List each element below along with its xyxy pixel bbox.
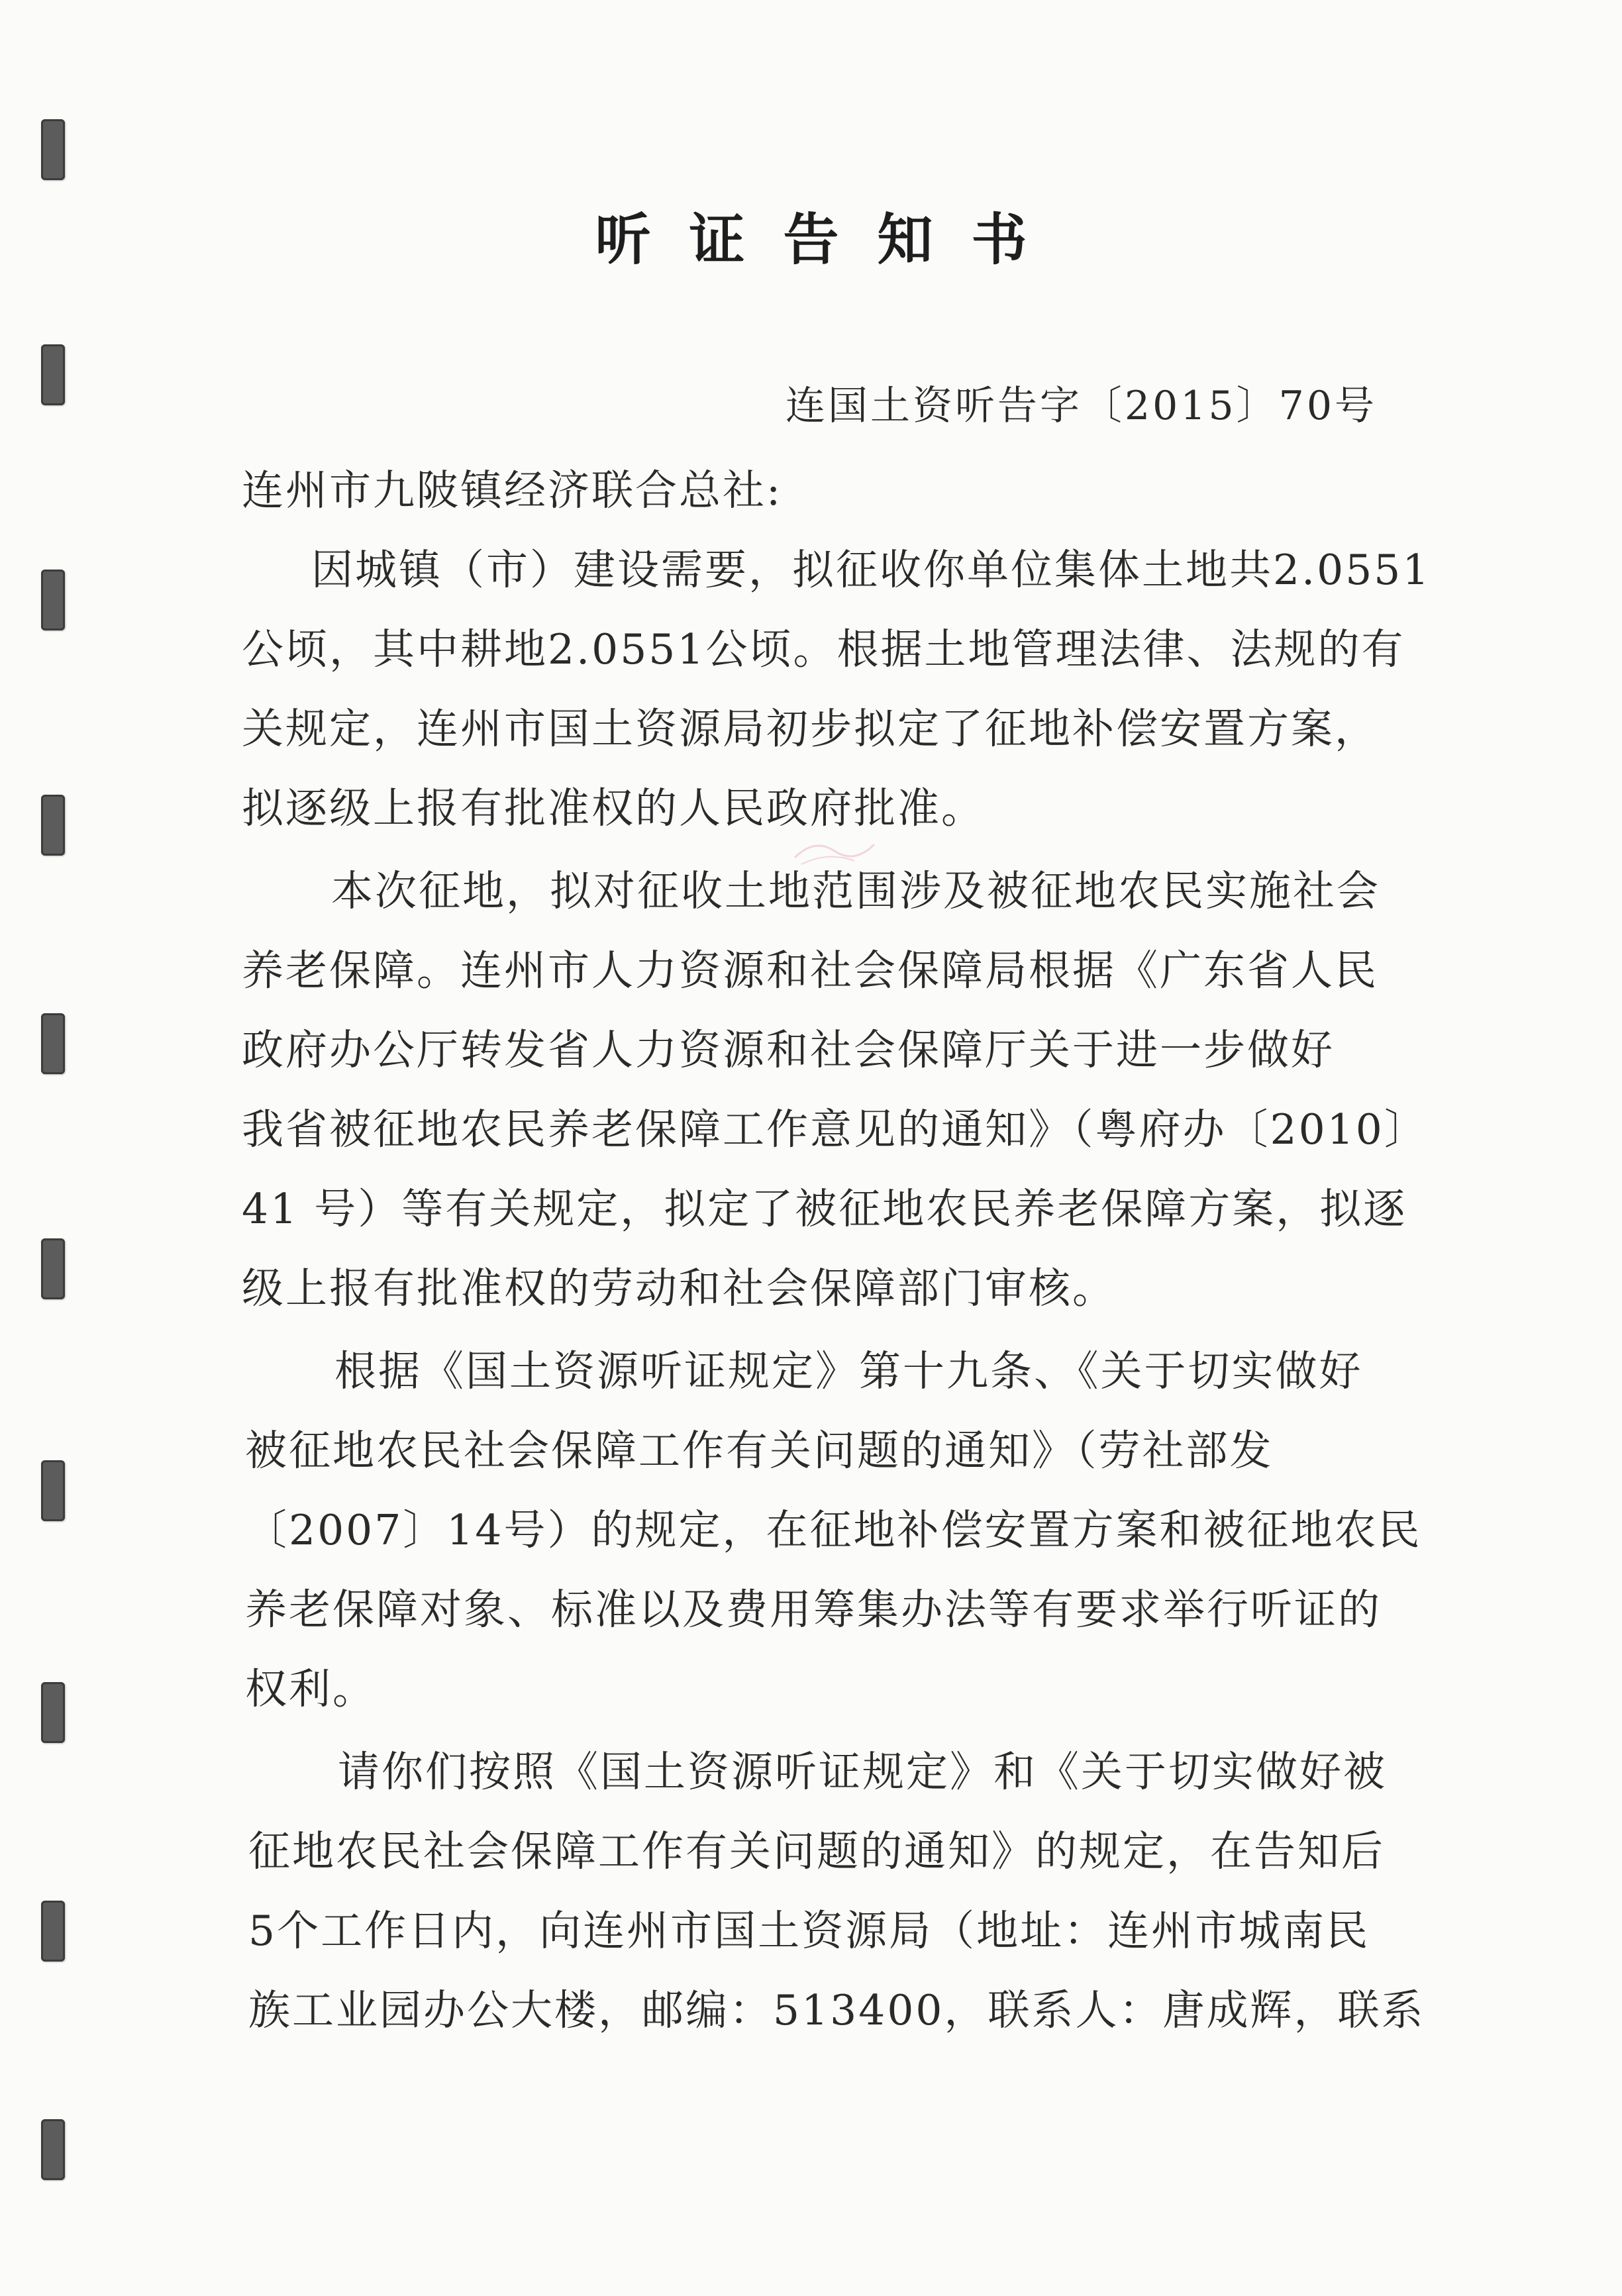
binder-hole <box>41 1238 65 1299</box>
body-line: 本次征地，拟对征收土地范围涉及被征地农民实施社会 <box>331 867 1380 915</box>
body-line: 根据《国土资源听证规定》第十九条、《关于切实做好 <box>334 1347 1363 1395</box>
body-line: 征地农民社会保障工作有关问题的通知》的规定，在告知后 <box>248 1827 1385 1875</box>
document-number: 连国土资听告字〔2015〕70号 <box>785 383 1377 429</box>
recipient-line: 连州市九陂镇经济联合总社: <box>242 466 783 515</box>
binder-hole <box>41 1013 65 1074</box>
binder-hole <box>41 795 65 856</box>
document-title: 听证告知书 <box>595 207 1066 272</box>
body-line: 级上报有批准权的劳动和社会保障部门审核。 <box>242 1264 1116 1313</box>
binder-hole <box>41 570 65 630</box>
body-line: 拟逐级上报有批准权的人民政府批准。 <box>242 784 985 832</box>
body-line: 请你们按照《国土资源听证规定》和《关于切实做好被 <box>338 1748 1387 1796</box>
binder-hole <box>41 1460 65 1521</box>
binder-hole <box>41 1682 65 1743</box>
body-line: 族工业园办公大楼，邮编：513400，联系人：唐成辉，联系 <box>248 1986 1425 2034</box>
binder-hole <box>41 344 65 405</box>
body-line: 养老保障。连州市人力资源和社会保障局根据《广东省人民 <box>242 946 1378 995</box>
body-line: 41 号）等有关规定，拟定了被征地农民养老保障方案，拟逐 <box>242 1185 1407 1233</box>
body-line: 养老保障对象、标准以及费用筹集办法等有要求举行听证的 <box>245 1585 1382 1634</box>
body-line: 政府办公厅转发省人力资源和社会保障厅关于进一步做好 <box>242 1026 1335 1074</box>
body-line: 我省被征地农民养老保障工作意见的通知》（粤府办〔2010〕 <box>242 1105 1428 1154</box>
body-line: 因城镇（市）建设需要，拟征收你单位集体土地共2.0551 <box>311 546 1431 594</box>
body-line: 〔2007〕14号）的规定，在征地补偿安置方案和被征地农民 <box>245 1506 1422 1554</box>
body-line: 被征地农民社会保障工作有关问题的通知》（劳社部发 <box>245 1426 1274 1475</box>
binder-hole <box>41 1901 65 1962</box>
body-line: 关规定，连州市国土资源局初步拟定了征地补偿安置方案， <box>242 705 1378 753</box>
body-line: 5个工作日内，向连州市国土资源局（地址：连州市城南民 <box>248 1907 1370 1955</box>
body-line: 公顷，其中耕地2.0551公顷。根据土地管理法律、法规的有 <box>242 625 1405 674</box>
binder-hole <box>41 119 65 180</box>
body-line: 权利。 <box>245 1665 376 1713</box>
binder-hole <box>41 2119 65 2180</box>
